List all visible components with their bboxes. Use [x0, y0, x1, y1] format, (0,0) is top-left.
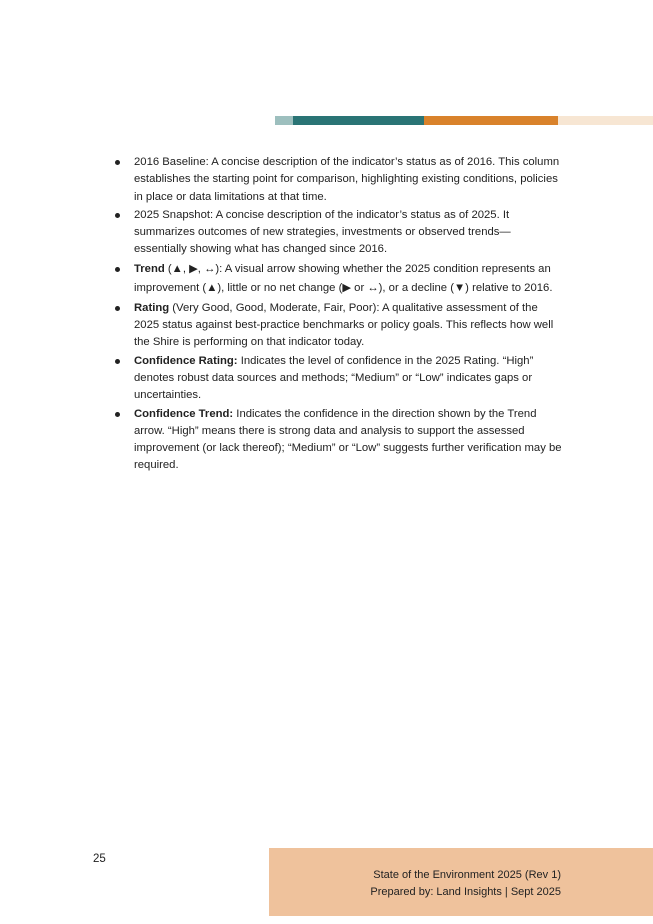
list-item-rating — [112, 300, 562, 352]
list-item-text: (Very Good, Good, Moderate, Fair, Poor): A qualitative assessment of the 2025 status against best-practice benchmarks or policy goals. This reflects how well the Shire is performing on that indicator today. — [134, 301, 554, 349]
color-bar-segment-cream — [558, 116, 653, 125]
page-number: 25 — [93, 853, 106, 865]
definitions-list — [112, 154, 562, 476]
color-bar-segment-orange — [424, 116, 558, 125]
list-item-2016-baseline — [112, 154, 562, 206]
color-bar-segment-light-teal — [275, 116, 293, 125]
list-item-text: (▲, ▶, ↔): A visual arrow showing whether the 2025 condition represents an improvement (▲), little or no net change (▶ or ↔), or a decline (▼) relative to 2016. — [134, 262, 553, 295]
list-item-label: Confidence Rating: — [134, 354, 238, 367]
list-item-label: Trend — [134, 262, 165, 275]
header-color-bar — [275, 116, 653, 125]
color-bar-segment-teal — [293, 116, 424, 125]
list-item-trend — [112, 260, 562, 299]
list-item-text: 2025 Snapshot: A concise description of the indicator’s status as of 2025. It summarizes outcomes of new strategies, investments or observed trends—essentially showing what has changed since 2016. — [134, 208, 511, 256]
list-item-text: Indicates the confidence in the direction shown by the Trend arrow. “High” means there is strong data and analysis to support the assessed improvement (or lack thereof); “Medium” or “Low” suggests further verification may be required. — [134, 407, 562, 472]
footer-prepared-by: Prepared by: Land Insights | Sept 2025 — [370, 886, 561, 898]
list-item-text: Indicates the level of confidence in the 2025 Rating. “High” denotes robust data sources and methods; “Medium” or “Low” indicates gaps or uncertainties. — [134, 354, 534, 402]
footer-document-title: State of the Environment 2025 (Rev 1) — [373, 869, 561, 881]
list-item-2025-snapshot — [112, 207, 562, 259]
list-item-label: Rating — [134, 301, 170, 314]
list-item-text: 2016 Baseline: A concise description of the indicator’s status as of 2016. This column establishes the starting point for comparison, highlighting existing conditions, policies in place or data limitations at that time. — [134, 156, 560, 203]
footer-box — [269, 848, 653, 916]
list-item-confidence-rating — [112, 353, 562, 405]
list-item-label: Confidence Trend: — [134, 407, 234, 420]
list-item-confidence-trend — [112, 406, 562, 475]
